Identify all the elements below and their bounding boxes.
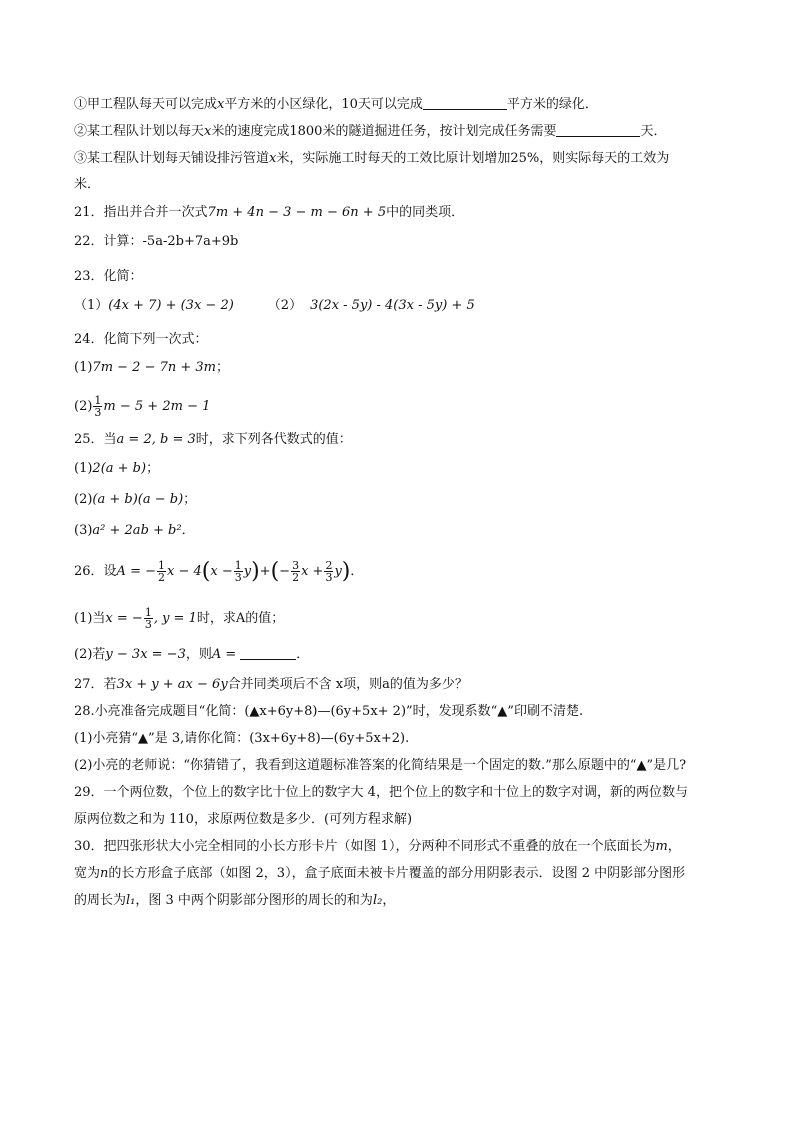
- q25-text-2: 时，求下列各代数式的值：: [195, 432, 352, 447]
- q23-part1-label: （1）: [74, 298, 109, 313]
- q27-expr: 3x + y + ax − 6y: [116, 677, 228, 692]
- question-26: [74, 556, 724, 588]
- fraction-denominator: 2: [292, 571, 300, 584]
- question-28-line-2: [74, 730, 724, 748]
- q30-var-l2: l₂: [372, 893, 383, 908]
- question-26-part2: [74, 646, 724, 664]
- item-3-text-2: 米，实际施工时每天的工效比原计划增加25%，则实际每天的工效为: [276, 151, 670, 166]
- fraction-denominator: 2: [158, 571, 165, 584]
- q26-expr-part: −: [279, 564, 291, 579]
- fraction-numerator: 1: [144, 606, 152, 619]
- q24-part1-label: (1): [74, 360, 93, 375]
- answer-blank[interactable]: [556, 123, 640, 137]
- item-2-text-3: 天．: [640, 124, 667, 139]
- q25-part1-sep: ；: [146, 461, 160, 476]
- q26-expr-part: x − 4: [167, 564, 202, 579]
- question-28-line-1: [74, 703, 724, 721]
- question-24-part1: [74, 359, 724, 377]
- item-3-text-3: 米．: [74, 177, 101, 192]
- q29-text-2: 原两位数之和为 110，求原两位数是多少．(可列方程求解): [74, 812, 413, 827]
- q24-part2-expr: m − 5 + 2m − 1: [103, 399, 211, 414]
- q25-part1-expr: 2(a + b): [92, 461, 147, 476]
- item-1-text: ①甲工程队每天可以完成: [74, 97, 218, 112]
- fraction-numerator: 1: [94, 394, 102, 407]
- q23-part2-label: （2）: [267, 298, 303, 313]
- fraction-denominator: 3: [94, 406, 102, 419]
- question-30-line-2: [74, 865, 724, 883]
- q25-text: 25．当: [74, 432, 117, 447]
- q30-text-3: 的长方形盒子底部（如图 2，3），盒子底面未被卡片覆盖的部分用阴影表示．设图 2 中阴影部分图形: [108, 866, 686, 881]
- question-30-line-1: [74, 838, 724, 856]
- q26-paren: ): [251, 559, 260, 584]
- fraction: [324, 560, 333, 583]
- fraction: [144, 607, 153, 630]
- q26-part2-label: (2)若: [74, 647, 106, 662]
- q25-part2-expr: (a + b)(a − b): [92, 492, 184, 507]
- q26-part1-label: (1)当: [74, 611, 106, 626]
- q25-condition: a = 2, b = 3: [116, 432, 196, 447]
- question-25-part1: [74, 460, 724, 478]
- q26-expr-part: A = −: [116, 564, 156, 579]
- answer-blank[interactable]: [240, 646, 296, 660]
- q28-part2: (2)小亮的老师说：“你猜错了，我看到这道题标准答案的化简结果是一个固定的数.”那么原题中的“▲”是几?: [74, 758, 687, 773]
- answer-blank[interactable]: [423, 96, 507, 110]
- item-1-line: [74, 96, 724, 114]
- q26-part1-tail: 时，求A的值；: [196, 611, 285, 626]
- q27-text-2: 合并同类项后不含 x项，则a的值为多少？: [227, 677, 468, 692]
- q26-expr-part: x +: [301, 564, 324, 579]
- q26-part1-cond-2: , y = 1: [153, 611, 197, 626]
- q25-part3-label: (3): [74, 523, 93, 538]
- question-29-line-1: [74, 784, 724, 802]
- q26-part2-tail: ．: [296, 647, 310, 662]
- q25-part2-label: (2): [74, 492, 93, 507]
- q25-part3-expr: a² + 2ab + b²: [92, 523, 182, 538]
- q28-text: 28.小亮准备完成题目“化简：(▲x+6y+8)—(6y+5x+ 2)”时，发现系数“▲”印刷不清楚.: [74, 704, 584, 719]
- fraction-denominator: 3: [325, 571, 333, 584]
- q28-part1: (1)小亮猜“▲”是 3,请你化简：(3x+6y+8)—(6y+5x+2).: [74, 731, 410, 746]
- q22-text: 22．计算：-5a-2b+7a+9b: [74, 234, 239, 249]
- q30-text-5: ，图 3 中两个阴影部分图形的周长的和为: [135, 893, 373, 908]
- fraction-denominator: 3: [234, 571, 242, 584]
- q26-part2-cond: y − 3x = −3: [105, 647, 186, 662]
- q24-part1-sep: ；: [216, 360, 230, 375]
- question-29-line-2: [74, 811, 724, 829]
- q30-text-2: 宽为: [74, 866, 101, 881]
- fraction: [234, 560, 243, 583]
- q26-part2-expr: A =: [211, 647, 237, 662]
- q26-tail: ．: [350, 564, 364, 579]
- question-23-parts: [74, 297, 724, 315]
- q25-part1-label: (1): [74, 461, 93, 476]
- item-3-line: [74, 150, 724, 168]
- q30-var-m: m: [655, 839, 668, 854]
- question-24-part2: [74, 392, 724, 422]
- q30-var-n: n: [100, 866, 109, 881]
- q26-paren: (: [201, 559, 211, 584]
- item-2-line: [74, 123, 724, 141]
- question-27: [74, 676, 724, 694]
- q26-expr-part: +: [259, 564, 271, 579]
- question-25-title: [74, 431, 724, 449]
- fraction-numerator: 3: [292, 559, 300, 572]
- question-22: [74, 233, 724, 251]
- q23-part1-expr: (4x + 7) + (3x − 2): [108, 298, 234, 313]
- q29-text: 29．一个两位数，个位上的数字比十位上的数字大 4，把个位上的数字和十位上的数字对调，新的两位数与: [74, 785, 688, 800]
- q25-part3-sep: ．: [181, 523, 195, 538]
- q23-title: 23．化简：: [74, 269, 143, 284]
- item-1-text-2: 平方米的小区绿化，10天可以完成: [224, 97, 423, 112]
- question-25-part2: [74, 491, 724, 509]
- fraction-numerator: 2: [325, 559, 333, 572]
- item-3-line-2: [74, 176, 724, 194]
- question-24-title: [74, 331, 724, 349]
- question-26-part1: [74, 604, 724, 634]
- q26-expr-part: x −: [210, 564, 233, 579]
- question-23-title: [74, 268, 724, 286]
- question-28-line-3: [74, 757, 724, 775]
- item-1-text-3: 平方米的绿化．: [506, 97, 598, 112]
- q24-part2-label: (2): [74, 399, 93, 414]
- question-21: [74, 204, 724, 222]
- q24-title: 24．化简下列一次式：: [74, 332, 208, 347]
- fraction-denominator: 3: [144, 618, 152, 631]
- item-3-text: ③某工程队计划每天铺设排污管道: [74, 151, 270, 166]
- fraction: [157, 560, 166, 583]
- q26-part2-text: ，则: [185, 647, 212, 662]
- q26-text: 26．设: [74, 564, 117, 579]
- question-30-line-3: [74, 892, 724, 910]
- q21-label: 21．指出并合并一次式: [74, 205, 208, 220]
- q25-part2-sep: ；: [183, 492, 197, 507]
- q26-paren: (: [270, 559, 280, 584]
- q21-tail: 中的同类项．: [386, 205, 465, 220]
- item-2-text-2: 米的速度完成1800米的隧道掘进任务，按计划完成任务需要: [211, 124, 557, 139]
- q27-text: 27．若: [74, 677, 117, 692]
- q26-part1-cond: x = −: [105, 611, 143, 626]
- fraction-numerator: 1: [234, 559, 242, 572]
- question-25-part3: [74, 522, 724, 540]
- q21-expr: 7m + 4n − 3 − m − 6n + 5: [207, 205, 387, 220]
- q23-part2-expr: 3(2x - 5y) - 4(3x - 5y) + 5: [310, 298, 475, 313]
- q26-paren: ): [341, 559, 351, 584]
- q26-expr-part: y: [243, 564, 252, 579]
- item-2-var: x: [204, 124, 212, 139]
- q30-text: 30．把四张形状大小完全相同的小长方形卡片（如图 1），分两种不同形式不重叠的放在一个底面长为: [74, 839, 656, 854]
- q30-text-6: ，: [382, 893, 396, 908]
- q30-text-end: ，: [667, 839, 681, 854]
- fraction: [291, 560, 300, 583]
- q24-part1-expr: 7m − 2 − 7n + 3m: [92, 360, 217, 375]
- fraction-numerator: 1: [158, 559, 165, 572]
- item-1-var: x: [217, 97, 225, 112]
- item-2-text: ②某工程队计划以每天: [74, 124, 205, 139]
- fraction: [93, 395, 102, 418]
- q26-expr-part: y: [334, 564, 342, 579]
- q30-text-4: 的周长为: [74, 893, 127, 908]
- q30-var-l1: l₁: [126, 893, 136, 908]
- item-3-var: x: [269, 151, 277, 166]
